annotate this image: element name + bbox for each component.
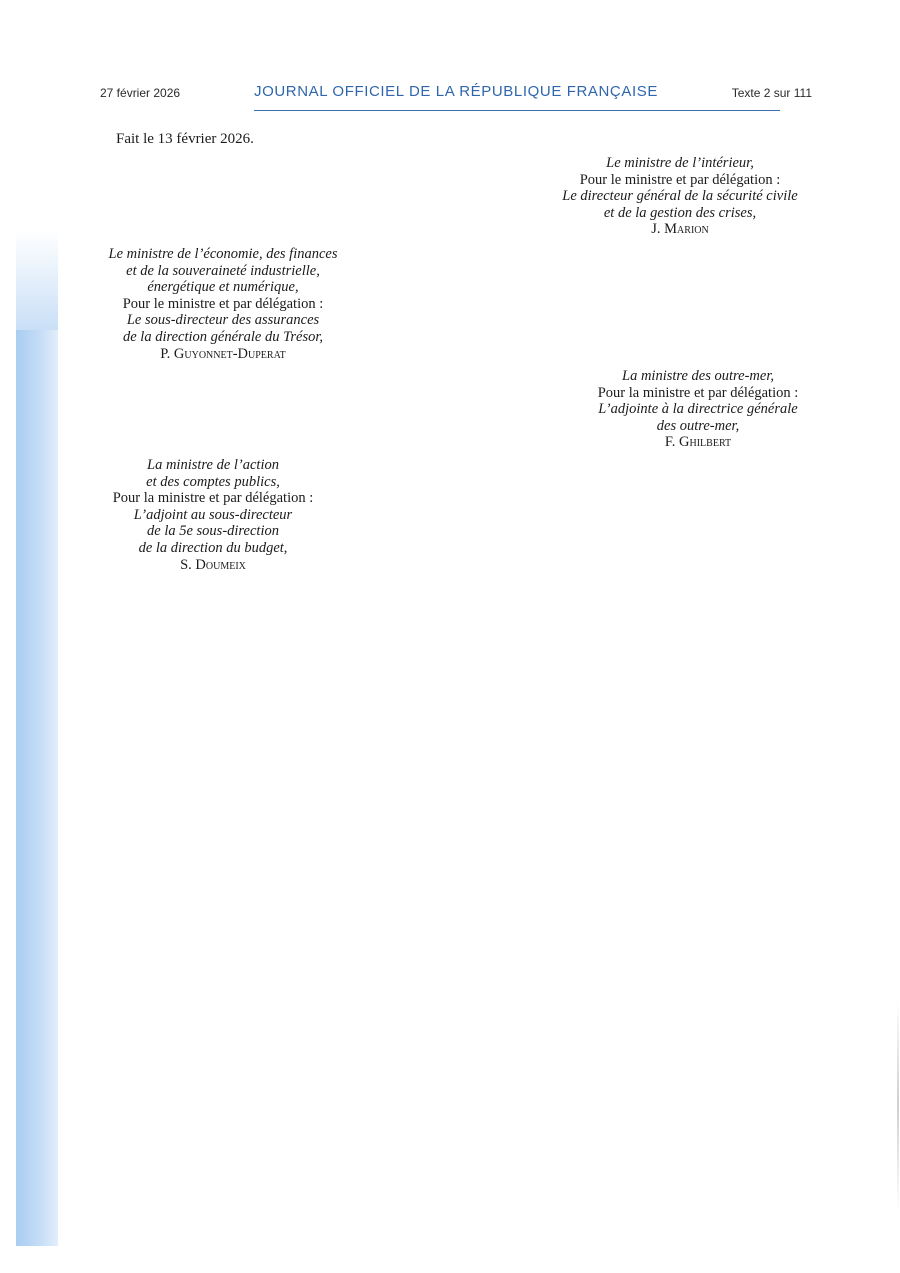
signature-line: Le ministre de l’intérieur, — [606, 155, 754, 171]
signature-line: et de la gestion des crises, — [603, 204, 757, 221]
signature-line: Pour le ministre et par délégation : — [579, 171, 781, 188]
signature-line: Le ministre de l’économie, des finances — [108, 246, 338, 262]
signatory-name: P. Guyonnet-Duperat — [160, 345, 286, 362]
side-band-fade — [16, 230, 58, 340]
signature-line: de la direction générale du Trésor, — [122, 328, 324, 345]
signature-block-economie — [88, 246, 358, 362]
signature-block-outremer — [570, 368, 826, 451]
signature-line: Pour le ministre et par délégation : — [122, 295, 324, 312]
signature-block-interieur — [540, 155, 820, 238]
signature-block-action — [82, 457, 344, 573]
scan-edge-mark — [897, 1000, 899, 1210]
signature-line: L’adjoint au sous-directeur — [133, 506, 293, 523]
signature-line: Le directeur général de la sécurité civile — [562, 188, 798, 205]
signature-line: La ministre des outre-mer, — [622, 368, 774, 384]
signature-line: La ministre de l’action — [147, 457, 279, 473]
signature-line: de la direction du budget, — [138, 539, 288, 556]
signature-line: de la 5e sous-direction — [147, 523, 279, 540]
signatory-name: J. Marion — [651, 221, 709, 238]
signature-line: Pour la ministre et par délégation : — [112, 490, 314, 507]
signature-line: Le sous-directeur des assurances — [126, 312, 320, 329]
signatory-name: F. Ghilbert — [664, 434, 732, 451]
signature-line: énergétique et numérique, — [147, 279, 299, 296]
signature-line: et des comptes publics, — [146, 473, 280, 490]
side-color-band — [16, 330, 58, 1246]
header-page-info: Texte 2 sur 111 — [731, 86, 812, 100]
signature-line: des outre-mer, — [656, 417, 740, 434]
signature-line: L’adjointe à la directrice générale — [598, 401, 798, 418]
signatory-name: S. Doumeix — [180, 556, 246, 573]
page-header — [100, 82, 812, 104]
signature-line: Pour la ministre et par délégation : — [597, 384, 799, 401]
header-date: 27 février 2026 — [100, 86, 181, 100]
fait-le-date: Fait le 13 février 2026. — [116, 131, 254, 147]
journal-title: JOURNAL OFFICIEL DE LA RÉPUBLIQUE FRANÇAISE — [254, 83, 658, 100]
header-rule — [254, 110, 780, 111]
signature-line: et de la souveraineté industrielle, — [126, 262, 320, 279]
